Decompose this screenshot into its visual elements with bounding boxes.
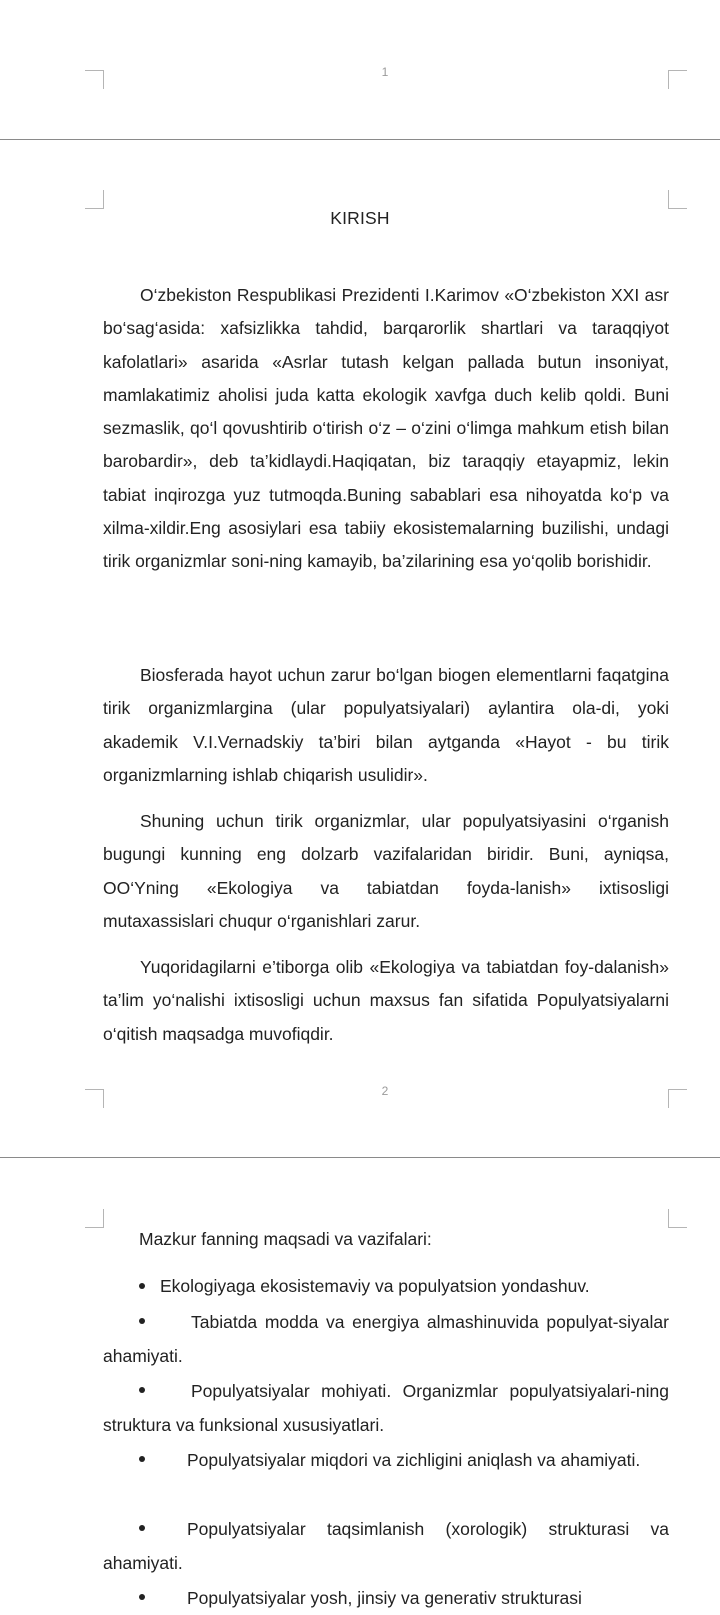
bullet-icon (139, 1594, 145, 1600)
crop-mark-top-left (85, 190, 104, 209)
page-separator (0, 1157, 720, 1158)
list-item (103, 1305, 669, 1373)
list-item-text: Populyatsiyalar yosh, jinsiy va generativ strukturasi (187, 1588, 582, 1608)
bullet-icon (139, 1283, 145, 1289)
page-number: 1 (381, 65, 389, 79)
paragraph: Yuqoridagilarni e’tiborga olib «Ekologiya va tabiatdan foy-dalanish» ta’lim yo‘nalishi ixtisosligi uchun maxsus fan sifatida Populyatsiyalarni o‘qitish maqsadga muvofiqdir. (103, 957, 669, 1044)
list-item-text: Populyatsiyalar miqdori va zichligini aniqlash va ahamiyati. (187, 1450, 641, 1470)
page-separator (0, 139, 720, 140)
crop-mark-top-left (85, 1209, 104, 1228)
list-item-text: Populyatsiyalar taqsimlanish (xorologik) strukturasi va ahamiyati. (103, 1519, 669, 1573)
list-item-text: Populyatsiyalar mohiyati. Organizmlar populyatsiyalari-ning struktura va funksional xususiyatlari. (103, 1381, 669, 1435)
bullet-icon (139, 1456, 145, 1462)
crop-mark-bottom-left (85, 70, 104, 89)
bullet-icon (139, 1387, 145, 1393)
list-item (139, 1274, 590, 1298)
document-title: KIRISH (330, 208, 390, 228)
crop-mark-bottom-right (668, 70, 687, 89)
list-item-text: Ekologiyaga ekosistemaviy va populyatsion yondashuv. (160, 1276, 590, 1296)
page-number: 2 (381, 1084, 389, 1098)
crop-mark-bottom-left (85, 1089, 104, 1108)
list-item (103, 1374, 669, 1442)
paragraph: O‘zbekiston Respublikasi Prezidenti I.Karimov «O‘zbekiston XXI asr bo‘sag‘asida: xafsizlikka tahdid, barqarorlik shartlari va taraqqiyot kafolatlari» asarida «Asrlar tutash kelgan pallada butun insoniyat, mamlakatimiz aholisi juda katta ekologik xavfga duch kelib qoldi. Buni sezmaslik, qo‘l qovushtirib o‘tirish o‘z – o‘zini o‘limga mahkum etish bilan barobardir», deb ta’kidlaydi.Haqiqatan, biz taraqqiy etayapmiz, lekin tabiat inqirozga yuz tutmoqda.Buning sabablari esa nihoyatda ko‘p va xilma-xildir.Eng asosiylari esa tabiiy ekosistemalarning buzilishi, undagi tirik organizmlar soni-ning kamayib, ba’zilarining esa yo‘qolib borishidir. (103, 285, 669, 572)
list-item-text: Tabiatda modda va energiya almashinuvida populyat-siyalar ahamiyati. (103, 1312, 669, 1366)
list-item (103, 1443, 669, 1477)
bullet-icon (139, 1318, 145, 1324)
paragraph: Shuning uchun tirik organizmlar, ular populyatsiyasini o‘rganish bugungi kunning eng dolzarb vazifalaridan biridir. Buni, ayniqsa, OO‘Yning «Ekologiya va tabiatdan foyda-lanish» ixtisosligi mutaxassislari chuqur o‘rganishlari zarur. (103, 811, 669, 931)
bullet-icon (139, 1525, 145, 1531)
list-item (103, 1512, 669, 1580)
paragraph: Biosferada hayot uchun zarur bo‘lgan biogen elementlarni faqatgina tirik organizmlargina (ular populyatsiyalari) aylantira ola-di, yoki akademik V.I.Vernadskiy ta’biri bilan aytganda «Hayot - bu tirik organizmlarning ishlab chiqarish usulidir». (103, 665, 669, 785)
crop-mark-bottom-right (668, 1089, 687, 1108)
crop-mark-top-right (668, 1209, 687, 1228)
section-subheading: Mazkur fanning maqsadi va vazifalari: (139, 1229, 432, 1249)
crop-mark-top-right (668, 190, 687, 209)
list-item (103, 1581, 669, 1615)
